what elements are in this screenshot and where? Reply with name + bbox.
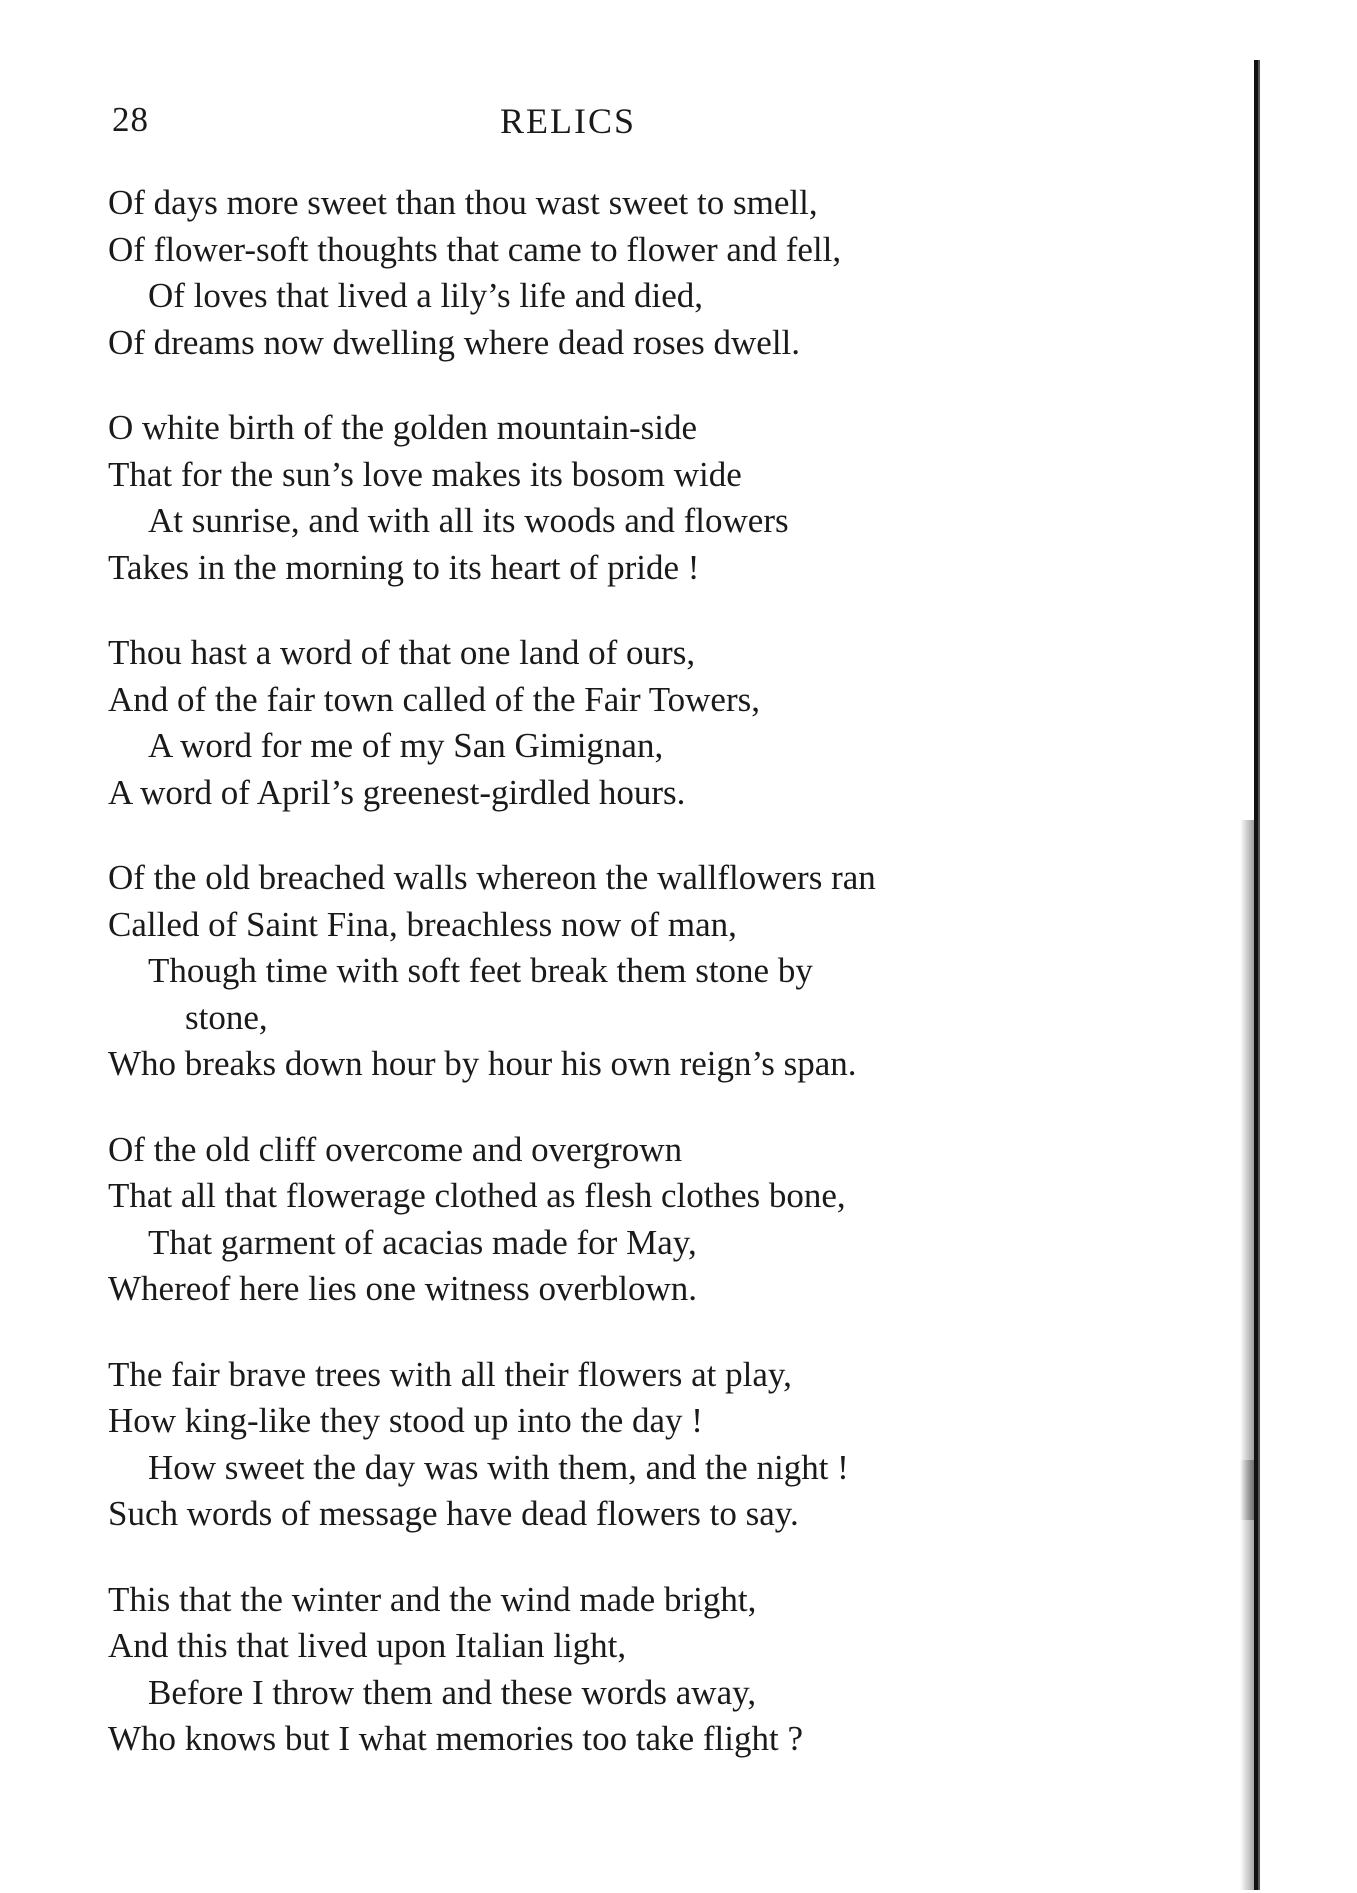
- poem-line: And of the fair town called of the Fair Towers,: [108, 679, 760, 719]
- gutter-line: [1258, 60, 1260, 1890]
- poem-line: Who knows but I what memories too take flight ?: [108, 1719, 803, 1758]
- poem-line: Of loves that lived a lily’s life and died,: [148, 276, 704, 315]
- stanza: [108, 855, 1068, 1088]
- stanza: [108, 180, 1068, 366]
- poem-line: A word for me of my San Gimignan,: [148, 726, 664, 765]
- poem-line: Of dreams now dwelling where dead roses dwell.: [108, 322, 801, 362]
- poem-line: How sweet the day was with them, and the night !: [148, 1447, 849, 1487]
- poem-line: And this that lived upon Italian light,: [108, 1626, 627, 1665]
- poem-line: Who breaks down hour by hour his own reign’s span.: [108, 1044, 857, 1083]
- poem-line: A word of April’s greenest-girdled hours.: [108, 772, 686, 812]
- poem-line: Before I throw them and these words away,: [148, 1672, 757, 1712]
- poem-line: That garment of acacias made for May,: [148, 1222, 697, 1262]
- poem-body: [108, 180, 1068, 1802]
- poem-line: Though time with soft feet break them stone by: [148, 951, 813, 990]
- gutter-shadow: [1240, 820, 1254, 1520]
- poem-line: Of flower-soft thoughts that came to flower and fell,: [108, 229, 842, 269]
- page-gutter-edge: [1240, 60, 1270, 1890]
- poem-line: Of the old cliff overcome and overgrown: [108, 1129, 683, 1169]
- poem-line: Such words of message have dead flowers to say.: [108, 1494, 799, 1533]
- stanza: [108, 1577, 1068, 1763]
- poem-line: Called of Saint Fina, breachless now of man,: [108, 904, 737, 944]
- gutter-shadow: [1240, 1460, 1254, 1890]
- poem-line: That all that flowerage clothed as flesh clothes bone,: [108, 1176, 846, 1215]
- poem-line: Whereof here lies one witness overblown.: [108, 1269, 697, 1308]
- stanza: [108, 1352, 1068, 1538]
- poem-line: Of days more sweet than thou wast sweet to smell,: [108, 183, 818, 222]
- poem-line: This that the winter and the wind made bright,: [108, 1579, 757, 1619]
- poem-line: The fair brave trees with all their flowers at play,: [108, 1354, 792, 1394]
- running-title: RELICS: [500, 101, 637, 141]
- page-header: [0, 100, 1357, 150]
- page-number: 28: [112, 100, 149, 139]
- poem-line: stone,: [185, 997, 268, 1037]
- poem-line: Takes in the morning to its heart of pride !: [108, 547, 700, 587]
- poem-line: Thou hast a word of that one land of ours,: [108, 633, 696, 672]
- poem-line: How king-like they stood up into the day !: [108, 1401, 703, 1440]
- stanza: [108, 630, 1068, 816]
- poem-line: That for the sun’s love makes its bosom wide: [108, 454, 742, 494]
- poem-line: Of the old breached walls whereon the wallflowers ran: [108, 858, 876, 897]
- poem-line: At sunrise, and with all its woods and flowers: [148, 501, 789, 540]
- stanza: [108, 405, 1068, 591]
- poem-line: O white birth of the golden mountain-side: [108, 408, 698, 447]
- stanza: [108, 1127, 1068, 1313]
